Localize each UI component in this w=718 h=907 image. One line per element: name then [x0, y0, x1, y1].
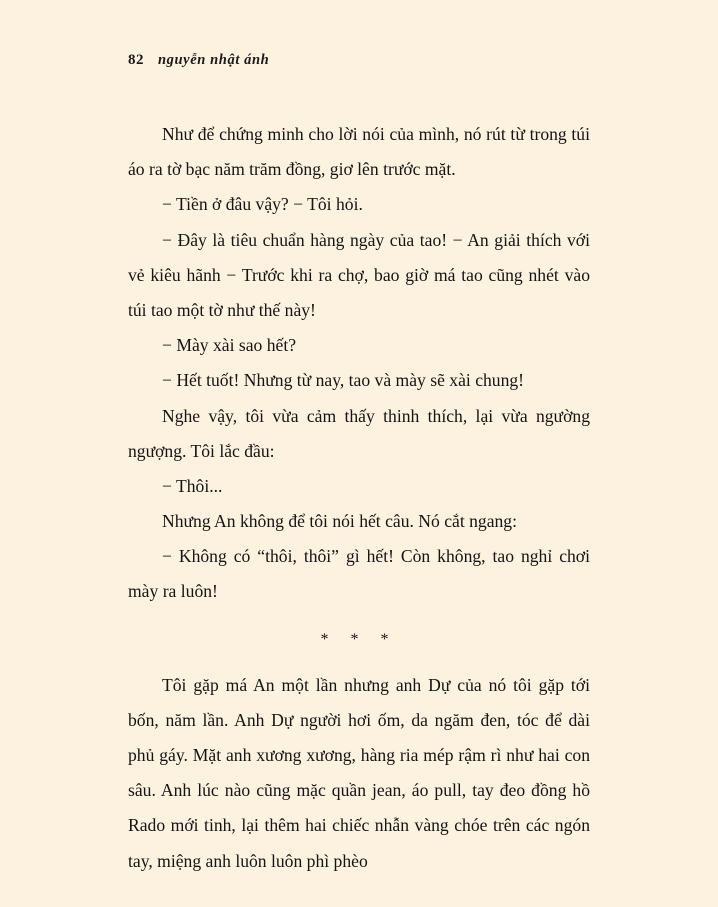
paragraph: − Thôi...	[162, 475, 223, 496]
page-header	[128, 52, 590, 69]
paragraph: − Hết tuốt! Nhưng từ nay, tao và mày sẽ xài chung!	[162, 370, 525, 391]
running-head-author: nguyễn nhật ánh	[158, 52, 270, 68]
page-body	[128, 117, 590, 879]
paragraph: − Không có “thôi, thôi” gì hết! Còn không, tao nghỉ chơi mày ra luôn!	[128, 546, 590, 602]
paragraph: − Mày xài sao hết?	[162, 335, 297, 356]
paragraph: Nhưng An không để tôi nói hết câu. Nó cắt ngang:	[162, 511, 517, 532]
paragraph: − Tiền ở đâu vậy? − Tôi hỏi.	[162, 194, 363, 215]
scene-break-divider: * * *	[320, 630, 398, 648]
paragraph: Nghe vậy, tôi vừa cảm thấy thinh thích, lại vừa ngường ngượng. Tôi lắc đầu:	[128, 405, 590, 461]
paragraph: Như để chứng minh cho lời nói của mình, nó rút từ trong túi áo ra tờ bạc năm trăm đồng, giơ lên trước mặt.	[128, 124, 590, 180]
paragraph: Tôi gặp má An một lần nhưng anh Dự của nó tôi gặp tới bốn, năm lần. Anh Dự người hơi ốm, da ngăm đen, tóc để dài phủ gáy. Mặt anh xương xương, hàng ria mép rậm rì như hai con sâu. Anh lúc nào cũng mặc quần jean, áo pull, tay đeo đồng hồ Rado mới tinh, lại thêm hai chiếc nhẫn vàng chóe trên các ngón tay, miệng anh luôn luôn phì phèo	[128, 674, 590, 871]
page-number: 82	[128, 52, 144, 68]
paragraph: − Đây là tiêu chuẩn hàng ngày của tao! − An giải thích với vẻ kiêu hãnh − Trước khi ra chợ, bao giờ má tao cũng nhét vào túi tao một tờ như thế này!	[128, 229, 590, 320]
